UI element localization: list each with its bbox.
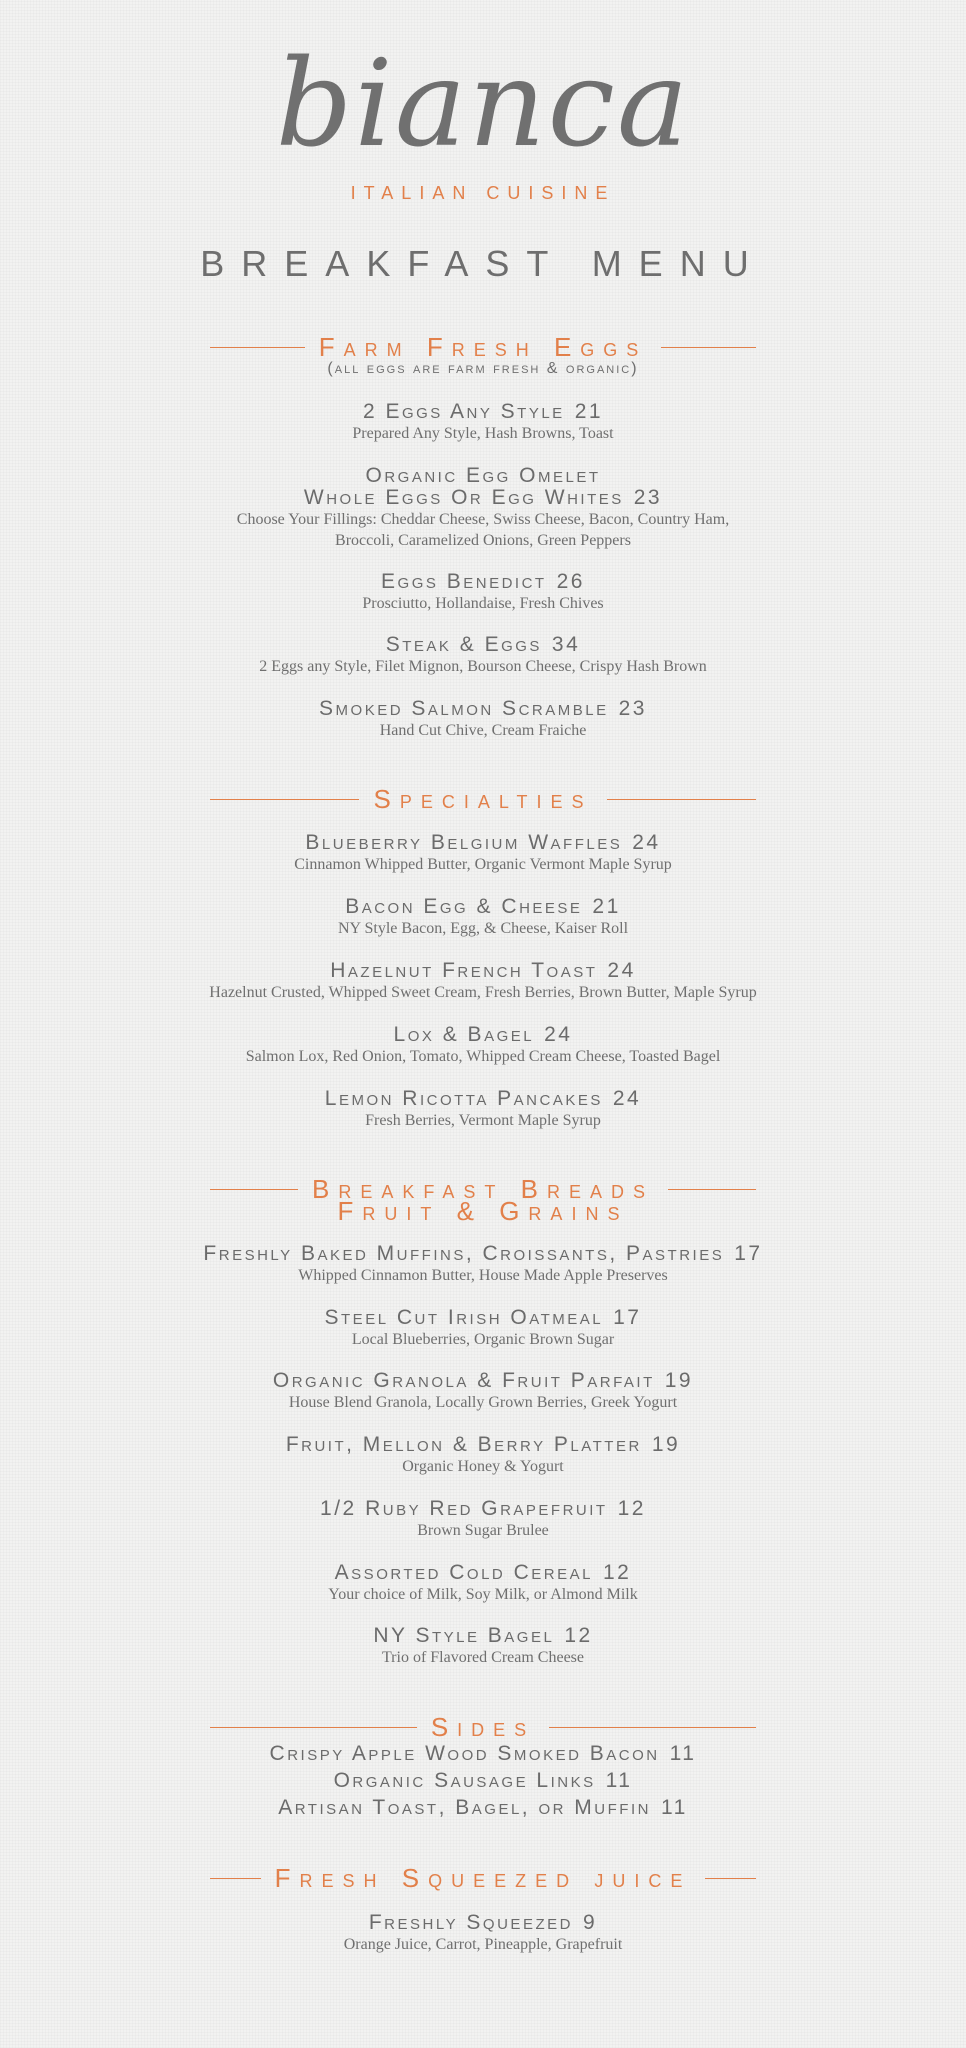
item-name: Hazelnut French Toast 24 bbox=[330, 959, 636, 982]
menu-item bbox=[0, 1625, 966, 1668]
item-name: Lox & Bagel 24 bbox=[393, 1023, 573, 1046]
item-name: Assorted Cold Cereal 12 bbox=[334, 1561, 632, 1584]
menu-item bbox=[0, 1912, 966, 1955]
item-name: Organic Granola & Fruit Parfait 19 bbox=[272, 1369, 694, 1392]
divider-line bbox=[549, 1727, 756, 1728]
item-name: 2 Eggs Any Style 21 bbox=[362, 400, 604, 423]
divider-line bbox=[668, 1189, 756, 1190]
section-heading-breads-line2 bbox=[210, 1196, 756, 1226]
divider-line bbox=[210, 799, 359, 800]
menu-item bbox=[0, 832, 966, 875]
cuisine-subtitle: ITALIAN CUISINE bbox=[350, 183, 616, 203]
section-heading-eggs bbox=[210, 332, 756, 362]
item-name: Smoked Salmon Scramble 23 bbox=[319, 697, 647, 720]
item-description: Organic Honey & Yogurt bbox=[402, 1458, 564, 1475]
item-description: 2 Eggs any Style, Filet Mignon, Bourson Cheese, Crispy Hash Brown bbox=[259, 658, 707, 675]
item-name: Eggs Benedict 26 bbox=[381, 570, 585, 593]
item-description: House Blend Granola, Locally Grown Berries, Greek Yogurt bbox=[288, 1394, 678, 1411]
item-description: Salmon Lox, Red Onion, Tomato, Whipped Cream Cheese, Toasted Bagel bbox=[245, 1048, 721, 1065]
item-price: 21 bbox=[574, 400, 604, 423]
menu-item bbox=[0, 1243, 966, 1286]
menu-item bbox=[0, 896, 966, 939]
side-item: Artisan Toast, Bagel, or Muffin 11 bbox=[278, 1796, 688, 1819]
item-description: Prosciutto, Hollandaise, Fresh Chives bbox=[362, 595, 604, 612]
menu-item bbox=[0, 1434, 966, 1477]
item-description: Your choice of Milk, Soy Milk, or Almond Milk bbox=[328, 1586, 638, 1603]
item-name: Bacon Egg & Cheese 21 bbox=[345, 895, 621, 918]
section-note: (all eggs are farm fresh & organic) bbox=[327, 360, 639, 377]
section-title-line2: Fruit & Grains bbox=[337, 1196, 629, 1226]
menu-item bbox=[0, 1370, 966, 1413]
item-price: 9 bbox=[582, 1911, 598, 1934]
item-name: Organic Egg Omelet bbox=[365, 464, 601, 487]
item-price: 24 bbox=[612, 1087, 642, 1110]
menu-item bbox=[0, 401, 966, 444]
item-price: 24 bbox=[544, 1023, 573, 1046]
section-heading-sides bbox=[210, 1712, 756, 1742]
item-name: Freshly Squeezed 9 bbox=[368, 1911, 598, 1934]
item-price: 12 bbox=[564, 1624, 593, 1647]
item-name: Fruit, Mellon & Berry Platter 19 bbox=[285, 1433, 681, 1456]
item-price: 19 bbox=[651, 1433, 681, 1456]
item-description: Brown Sugar Brulee bbox=[417, 1522, 549, 1539]
menu-item bbox=[0, 571, 966, 614]
item-description: Local Blueberries, Organic Brown Sugar bbox=[351, 1331, 615, 1348]
item-price: 12 bbox=[617, 1497, 646, 1520]
divider-line bbox=[210, 347, 305, 348]
item-description: Whipped Cinnamon Butter, House Made Apple Preserves bbox=[298, 1267, 668, 1284]
item-price: 21 bbox=[592, 895, 621, 918]
divider-line bbox=[607, 799, 756, 800]
item-description: Fresh Berries, Vermont Maple Syrup bbox=[365, 1112, 601, 1129]
item-description: Trio of Flavored Cream Cheese bbox=[381, 1649, 585, 1666]
item-name: Steel Cut Irish Oatmeal 17 bbox=[324, 1306, 642, 1329]
item-name: NY Style Bagel 12 bbox=[373, 1624, 593, 1647]
item-price: 11 bbox=[660, 1796, 688, 1819]
item-description: Hazelnut Crusted, Whipped Sweet Cream, Fresh Berries, Brown Butter, Maple Syrup bbox=[209, 984, 757, 1001]
item-name: Freshly Baked Muffins, Croissants, Pastries 17 bbox=[203, 1242, 763, 1265]
item-price: 23 bbox=[618, 697, 647, 720]
item-price: 24 bbox=[632, 831, 661, 854]
item-price: 26 bbox=[556, 570, 585, 593]
item-name-line2: Whole Eggs Or Egg Whites 23 bbox=[303, 486, 663, 509]
menu-item bbox=[0, 465, 966, 551]
menu-item bbox=[0, 1307, 966, 1350]
divider-line bbox=[210, 1878, 261, 1879]
item-name: 1/2 Ruby Red Grapefruit 12 bbox=[320, 1497, 646, 1520]
item-price: 34 bbox=[551, 633, 581, 656]
item-description: Hand Cut Chive, Cream Fraiche bbox=[379, 722, 587, 739]
item-price: 17 bbox=[613, 1306, 642, 1329]
item-description: Orange Juice, Carrot, Pineapple, Grapefruit bbox=[343, 1936, 623, 1953]
divider-line bbox=[661, 347, 756, 348]
menu-item bbox=[0, 1024, 966, 1067]
item-description: Cinnamon Whipped Butter, Organic Vermont Maple Syrup bbox=[294, 856, 672, 873]
side-item: Crispy Apple Wood Smoked Bacon 11 bbox=[269, 1742, 697, 1765]
divider-line bbox=[210, 1189, 298, 1190]
divider-line bbox=[705, 1878, 756, 1879]
menu-item bbox=[0, 1562, 966, 1605]
item-price: 11 bbox=[669, 1742, 697, 1765]
item-description-line2: Broccoli, Caramelized Onions, Green Peppers bbox=[335, 532, 631, 549]
divider-line bbox=[210, 1727, 417, 1728]
section-title: Farm Fresh Eggs bbox=[318, 332, 648, 362]
item-name: Blueberry Belgium Waffles 24 bbox=[305, 831, 661, 854]
item-name: Lemon Ricotta Pancakes 24 bbox=[324, 1087, 642, 1110]
item-name: Steak & Eggs 34 bbox=[385, 633, 581, 656]
menu-item bbox=[0, 634, 966, 677]
item-description: NY Style Bacon, Egg, & Cheese, Kaiser Roll bbox=[337, 920, 629, 937]
section-title: Sides bbox=[430, 1712, 536, 1742]
item-price: 24 bbox=[607, 959, 636, 982]
item-description: Prepared Any Style, Hash Browns, Toast bbox=[352, 425, 614, 442]
section-title: Specialties bbox=[373, 784, 593, 814]
item-price: 12 bbox=[602, 1561, 632, 1584]
item-description: Choose Your Fillings: Cheddar Cheese, Swiss Cheese, Bacon, Country Ham, bbox=[236, 511, 730, 528]
section-heading-juice bbox=[210, 1863, 756, 1893]
menu-item bbox=[0, 1088, 966, 1131]
item-price: 23 bbox=[633, 486, 663, 509]
restaurant-logo: bianca bbox=[275, 35, 691, 174]
item-price: 17 bbox=[734, 1242, 763, 1265]
section-heading-specialties bbox=[210, 784, 756, 814]
menu-item bbox=[0, 698, 966, 741]
side-item: Organic Sausage Links 11 bbox=[333, 1769, 633, 1792]
menu-item bbox=[0, 960, 966, 1003]
item-price: 11 bbox=[605, 1769, 633, 1792]
section-title: Breakfast Breads bbox=[312, 1174, 654, 1204]
section-title: Fresh Squeezed juice bbox=[274, 1863, 692, 1893]
menu-item bbox=[0, 1498, 966, 1541]
menu-title: BREAKFAST MENU bbox=[200, 243, 766, 284]
item-price: 19 bbox=[664, 1369, 694, 1392]
